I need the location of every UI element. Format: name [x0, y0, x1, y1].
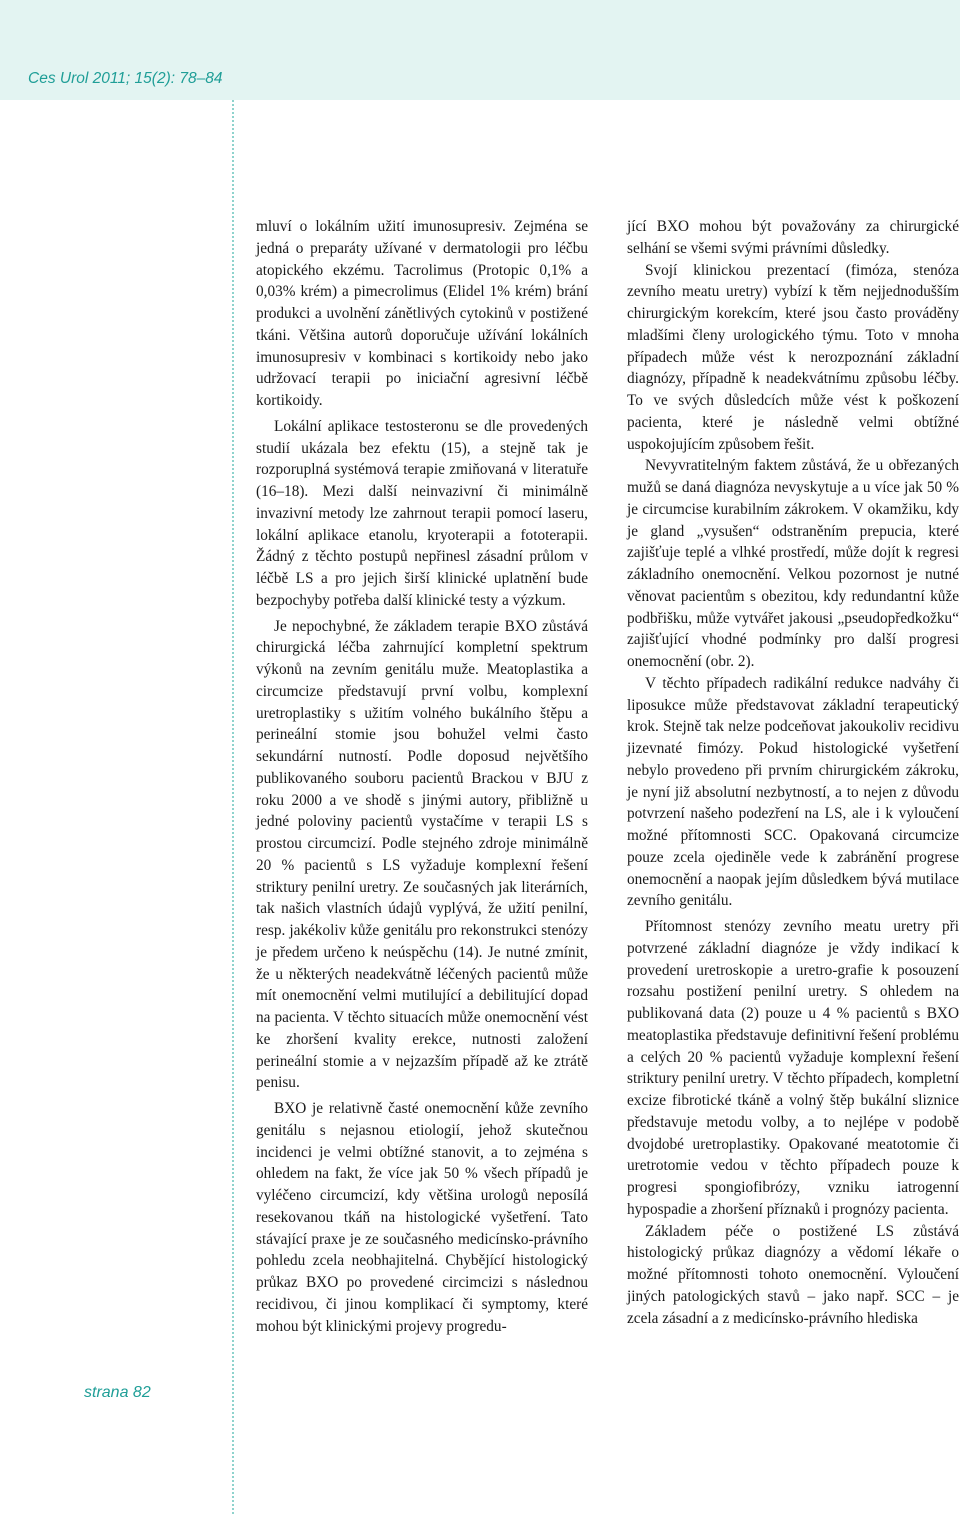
right-text-column — [627, 216, 959, 1329]
paragraph: Nevyvratitelným faktem zůstává, že u obřezaných mužů se daná diagnóza nevyskytuje a u více jak 50 % je circumcise kurabilním zákrokem. V okamžiku, kdy je gland „vysušen“ odstraněním prepucia, které zajišťuje teplé a vlhké prostředí, může dojít k regresi základního onemocnění. Velkou pozornost je nutné věnovat pacientům s obezitou, kdy redundantní kůže podbřišku, může vytvářet jakousi „pseudopředkožku“ zajišťující vhodné podmínky pro další progresi onemocnění (obr. 2). — [627, 457, 959, 670]
page-number-label: strana 82 — [84, 1384, 151, 1401]
paragraph: Je nepochybné, že základem terapie BXO zůstává chirurgická léčba zahrnující kompletní spektrum výkonů na zevním genitálu muže. Meatoplastika a circumcize představují první volbu, komplexní uretroplastiky s užitím volného bukálního štěpu a perineální stomie jsou bohužel velmi často sekundární nutností. Podle doposud největšího publikovaného souboru pacientů Brackou v BJU z roku 2000 a ve shodě s jinými autory, přibližně u jedné poloviny pacientů vystačíme v terapii LS s prostou circumcizí. Podle stejného zdroje minimálně 20 % pacientů s LS vyžaduje komplexní řešení striktury penilní uretry. Ze současných jak literárních, tak našich vlastních údajů vyplývá, že užití penilní, resp. jakékoliv kůže genitálu pro rekonstrukci stenózy je předem určeno k neúspěchu (14). Je nutné zmínit, že u některých neadekvátně léčených pacientů může mít onemocnění velmi mutilující a debilitující dopad na pacienta. V těchto situacích může onemocnění vést ke zhoršení kvality erekce, nutnosti založení perineální stomie a v nejzazším případě až ke ztrátě penisu. — [256, 617, 588, 1092]
paragraph: mluví o lokálním užití imunosupresiv. Zejména se jedná o preparáty užívané v dermatologii pro léčbu atopického ekzému. Tacrolimus (Protopic 0,1% a 0,03% krém) a pimecrolimus (Elidel 1% krém) brání produkci a uvolnění zánětlivých cytokinů v postižené tkáni. Většina autorů doporučuje užívání lokálních imunosupresiv v kombinaci s kortikoidy nebo jako udržovací terapii po iniciační agresivní léčbě kortikoidy. — [256, 218, 588, 409]
journal-reference: Ces Urol 2011; 15(2): 78–84 — [28, 70, 223, 87]
paragraph: Základem péče o postižené LS zůstává histologický průkaz diagnózy a vědomí lékaře o možné přítomnosti tohoto onemocnění. Vyloučení jiných patologických stavů – jako např. SCC – je zcela zásadní a z medicínsko-právního hlediska — [627, 1222, 959, 1327]
paragraph: jící BXO mohou být považovány za chirurgické selhání se všemi svými právními důsledky. — [627, 218, 959, 257]
paragraph: Přítomnost stenózy zevního meatu uretry při potvrzené základní diagnóze je vždy indikací k provedení uretroskopie a uretro-grafie k posouzení rozsahu postižení penilní uretry. S ohledem na publikovaná data (2) pouze u 4 % pacientů s BXO meatoplastika představuje definitivní řešení problému a celých 20 % pacientů vyžaduje komplexní řešení striktury penilní uretry. V těchto případech, kompletní excize fibrotické tkáně a volný štěp bukální sliznice představuje metodu volby, a to nejlépe v podobě dvojdobé uretroplastiky. Opakované meatotomie či uretrotomie vedou v těchto případech pouze k progresi spongiofibrózy, vzniku iatrogenní hypospadie a zhoršení příznaků i prognózy pacienta. — [627, 918, 959, 1218]
paragraph: Svojí klinickou prezentací (fimóza, stenóza zevního meatu uretry) vybízí k těm nejjednodušším chirurgickým korekcím, které jsou často prováděny mladšími členy urologického týmu. Toto v mnoha případech může vést k nerozpoznání základní diagnózy, případně k neadekvátnímu způsobu léčby. To ve svých důsledcích může vést k poškození pacienta, které je následně velmi obtížné uspokojujícím způsobem řešit. — [627, 261, 959, 453]
left-text-column — [256, 216, 588, 1337]
paragraph: Lokální aplikace testosteronu se dle provedených studií ukázala bez efektu (15), a stejně tak je rozporuplná systémová terapie zmiňovaná v literatuře (16–18). Mezi další neinvazivní či minimálně invazivní metody lze zahrnout terapii pomocí laseru, lokální aplikace etanolu, kryoterapii a fototerapii. Žádný z těchto postupů nepřinesl zásadní průlom v léčbě LS a pro jejich širší klinické uplatnění bude bezpochyby potřeba další klinické testy a výzkum. — [256, 417, 588, 609]
paragraph: V těchto případech radikální redukce nadváhy či liposukce může představovat základní terapeutický krok. Stejně tak nelze podceňovat jakoukoliv recidivu jizevnaté fimózy. Pokud histologické vyšetření nebylo provedeno při prvním chirurgickém zákroku, je nyní již absolutní nezbytností, a to nejen z důvodu potvrzení našeho podezření na LS, ale i k vyloučení možné přítomnosti SCC. Opakovaná circumcize pouze zcela ojediněle vede k zabránění progrese onemocnění a naopak jejím důsledkem bývá mutilace zevního genitálu. — [627, 674, 959, 910]
margin-dotted-rule — [232, 100, 234, 1514]
paragraph: BXO je relativně časté onemocnění kůže zevního genitálu s nejasnou etiologií, jehož skutečnou incidenci je velmi obtížné stanovit, a to zejména s ohledem na fakt, že více jak 50 % všech případů je vyléčeno circumcizí, kdy většina urologů neposílá resekovanou tkáň na histologické vyšetření. Tato stávající praxe je ze současného medicínsko-právního pohledu zcela neobhajitelná. Chybějící histologický průkaz BXO po provedené circimcizi s následnou recidivou, či jinou komplikací či symptomy, které mohou být klinickými projevy progredu- — [256, 1100, 588, 1335]
